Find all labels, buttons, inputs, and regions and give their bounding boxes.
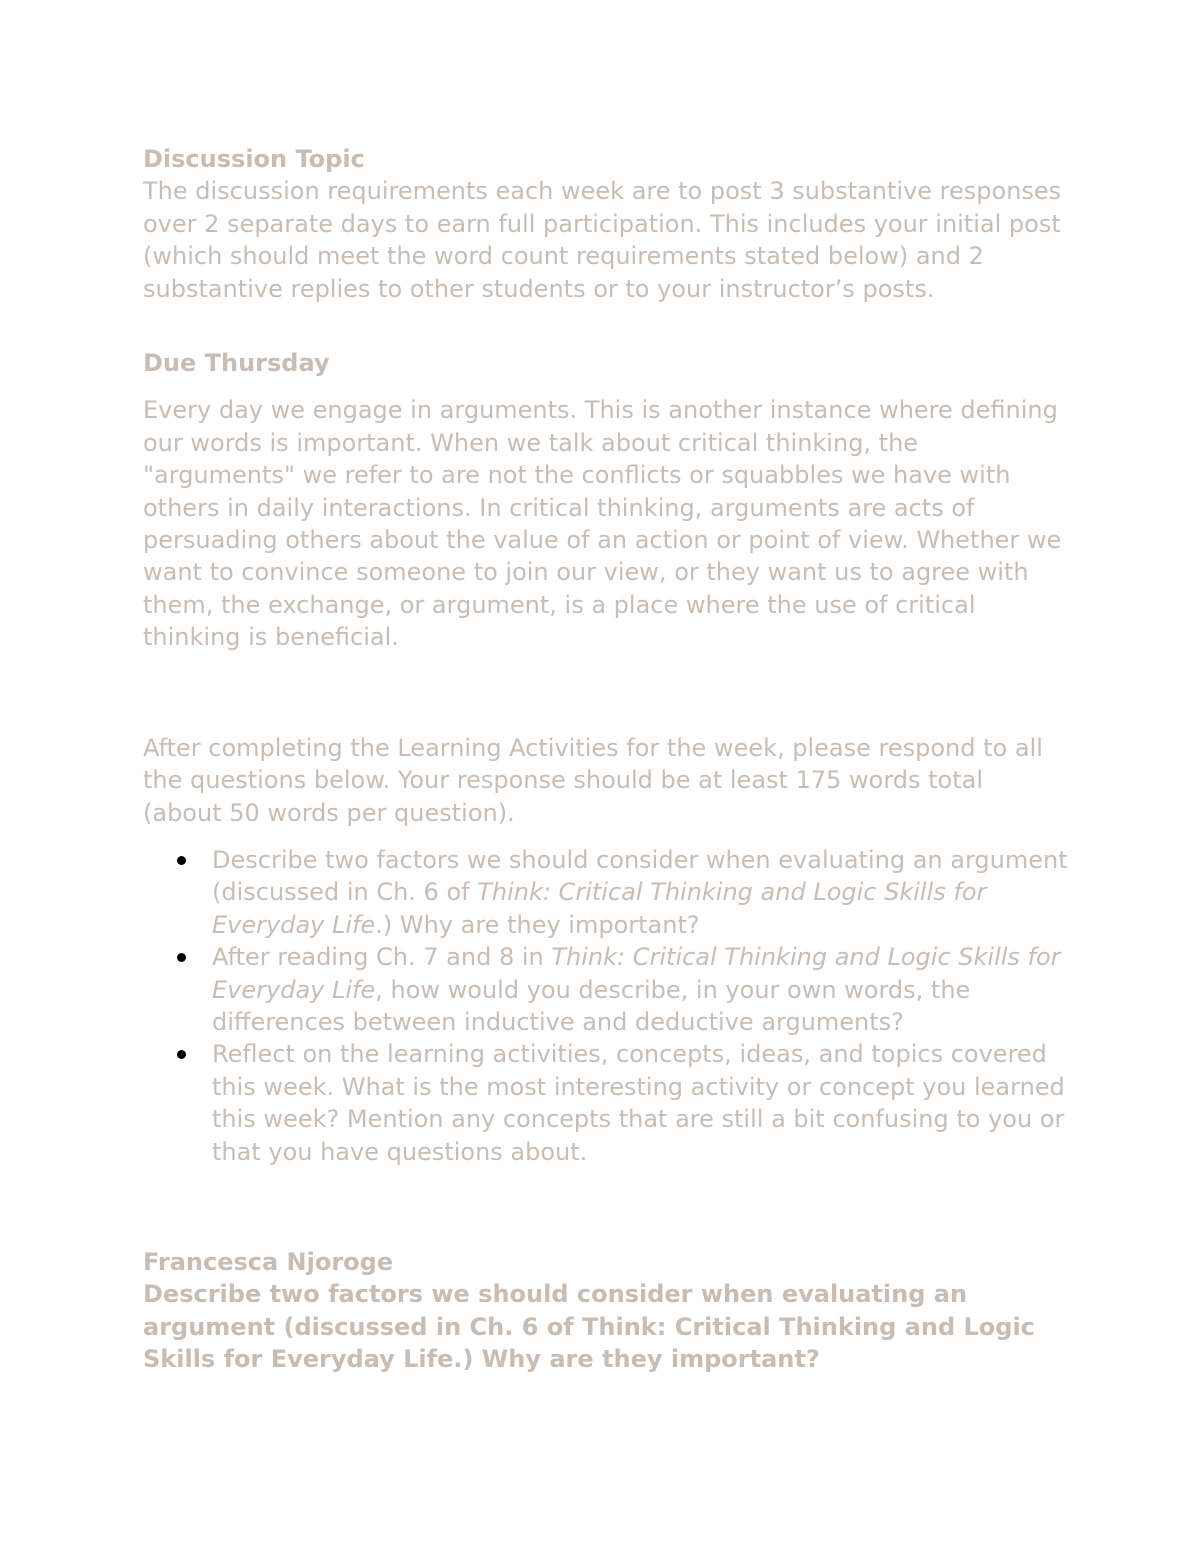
instructions-paragraph: After completing the Learning Activities for the week, please respond to all the questions below. Your response should be at least 175 words total (about 50 words per question). [143, 733, 1043, 827]
bullet-icon [177, 953, 186, 962]
response-question: Describe two factors we should consider when evaluating an argument (discussed in Ch. 6 of Think: Critical Thinking and Logic Skills for Everyday Life.) Why are they important? [143, 1280, 1035, 1374]
list-item [212, 1038, 1068, 1168]
question-text: .) Why are they important? [375, 910, 700, 939]
document-page [143, 143, 1068, 1376]
discussion-title: Discussion Topic [143, 145, 365, 173]
bullet-icon [177, 856, 186, 865]
discussion-requirements: The discussion requirements each week are to post 3 substantive responses over 2 separate days to earn full participation. This includes your initial post (which should meet the word count requirements stated below) and 2 substantive replies to other students or to your instructor’s posts. [143, 177, 1062, 303]
question-text: Reflect on the learning activities, concepts, ideas, and topics covered this week. What is the most interesting activity or concept you learned this week? Mention any concepts that are still a bit confusing to you or that you have questions about. [212, 1040, 1065, 1166]
intro-paragraph: Every day we engage in arguments. This is another instance where defining our words is important. When we talk about critical thinking, the "arguments" we refer to are not the conflicts or squabbles we have with others in daily interactions. In critical thinking, arguments are acts of persuading others about the value of an action or point of view. Whether we want to convince someone to join our view, or they want us to agree with them, the exchange, or argument, is a place where the use of critical thinking is beneficial. [143, 396, 1062, 652]
list-item [212, 844, 1068, 941]
questions-list [143, 844, 1068, 1168]
question-text: After reading Ch. 7 and 8 in [212, 943, 552, 972]
list-item [212, 941, 1068, 1038]
response-author: Francesca Njoroge [143, 1247, 394, 1276]
bullet-icon [177, 1050, 186, 1059]
book-title: Think: Critical Thinking and Logic Skills for Everyday Life [212, 943, 1061, 1004]
due-heading: Due Thursday [143, 349, 330, 378]
question-text: , how would you describe, in your own words, the differences between inductive and deductive arguments? [212, 975, 971, 1036]
book-title: Think: Critical Thinking and Logic Skills for Everyday Life [212, 878, 987, 939]
question-text: Describe two factors we should consider when evaluating an argument (discussed in Ch. 6 of [212, 845, 1068, 907]
